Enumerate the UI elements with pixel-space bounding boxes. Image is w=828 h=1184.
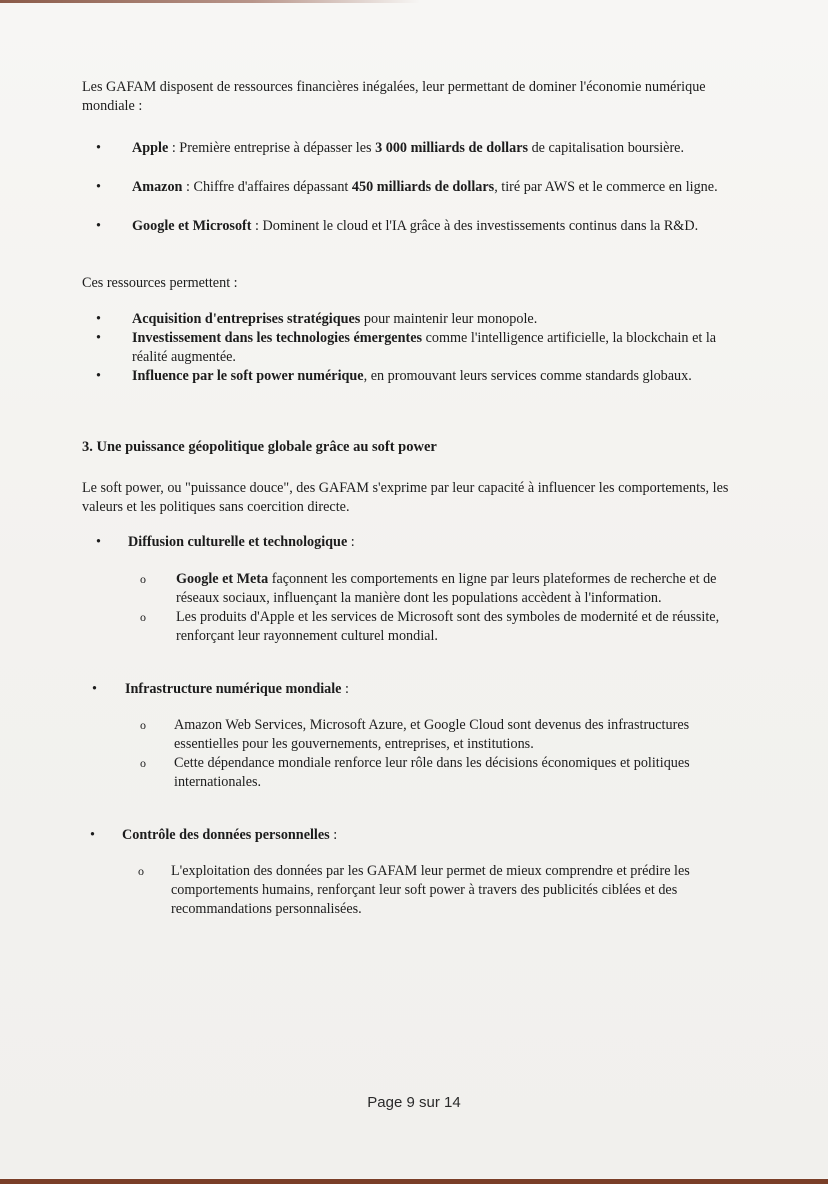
- section-intro: Le soft power, ou "puissance douce", des GAFAM s'exprime par leur capacité à influencer les comportements, les valeurs et les politiques sans coercition directe.: [82, 480, 729, 515]
- circle-bullet-icon: o: [138, 864, 144, 878]
- bullet-icon: •: [96, 368, 101, 384]
- page-content: [82, 78, 747, 919]
- circle-bullet-icon: o: [140, 610, 146, 624]
- sub-list-item: o Google et Meta façonnent les comportements en ligne par leurs plateformes de recherche et de réseaux sociaux, influençant la manière dont les populations accèdent à l'information.: [140, 571, 717, 606]
- group-digital-infrastructure: [82, 680, 747, 792]
- bullet-icon: •: [96, 311, 101, 327]
- circle-bullet-icon: o: [140, 756, 146, 770]
- bullet-icon: •: [96, 140, 101, 156]
- sub-list: [82, 716, 747, 792]
- enables-list: [82, 310, 747, 386]
- group-cultural-diffusion: [82, 533, 747, 646]
- company-name: Apple: [132, 140, 169, 156]
- sub-list-item: o L'exploitation des données par les GAFAM leur permet de mieux comprendre et prédire les comportements humains, renforçant leur soft power à travers des publicités ciblées et des recommandations personnalisées.: [138, 863, 690, 917]
- list-item-google-microsoft: • Google et Microsoft : Dominent le cloud et l'IA grâce à des investissements continus dans la R&D.: [96, 218, 699, 234]
- bullet-icon: •: [96, 330, 101, 346]
- page-number-footer: Page 9 sur 14: [367, 1094, 461, 1111]
- list-item-amazon: • Amazon : Chiffre d'affaires dépassant 450 milliards de dollars, tiré par AWS et le commerce en ligne.: [96, 179, 718, 195]
- bullet-icon: •: [90, 827, 95, 843]
- resources-intro: Ces ressources permettent :: [82, 275, 238, 291]
- company-name: Amazon: [132, 179, 183, 195]
- list-item-apple: • Apple : Première entreprise à dépasser les 3 000 milliards de dollars de capitalisation boursière.: [96, 140, 685, 156]
- group-personal-data: [82, 826, 747, 919]
- page-bottom-edge: [0, 1179, 828, 1184]
- section-heading: 3. Une puissance géopolitique globale grâce au soft power: [82, 439, 437, 455]
- list-item-investment: • Investissement dans les technologies émergentes comme l'intelligence artificielle, la blockchain et la réalité augmentée.: [96, 330, 717, 365]
- bullet-icon: •: [92, 681, 97, 697]
- sub-list: [82, 862, 747, 919]
- list-item-acquisition: • Acquisition d'entreprises stratégiques pour maintenir leur monopole.: [96, 311, 538, 327]
- resources-list: [82, 139, 747, 236]
- circle-bullet-icon: o: [140, 572, 146, 586]
- sub-list-item: o Les produits d'Apple et les services de Microsoft sont des symboles de modernité et de réussite, renforçant leur rayonnement culturel mondial.: [140, 609, 720, 644]
- bullet-icon: •: [96, 218, 101, 234]
- sub-list: [82, 570, 747, 646]
- sub-list-item: o Cette dépendance mondiale renforce leur rôle dans les décisions économiques et politiques internationales.: [140, 755, 690, 790]
- group-title: • Diffusion culturelle et technologique :: [96, 534, 355, 550]
- list-item-influence: • Influence par le soft power numérique, en promouvant leurs services comme standards globaux.: [96, 368, 692, 384]
- bullet-icon: •: [96, 534, 101, 550]
- circle-bullet-icon: o: [140, 718, 146, 732]
- group-title: • Contrôle des données personnelles :: [90, 827, 338, 843]
- bullet-icon: •: [96, 179, 101, 195]
- page-top-edge: [0, 0, 420, 3]
- group-title: • Infrastructure numérique mondiale :: [92, 681, 349, 697]
- company-name: Google et Microsoft: [132, 218, 252, 234]
- intro-paragraph: Les GAFAM disposent de ressources financières inégalées, leur permettant de dominer l'économie numérique mondiale :: [82, 79, 706, 114]
- sub-list-item: o Amazon Web Services, Microsoft Azure, et Google Cloud sont devenus des infrastructures essentielles pour les gouvernements, entreprises, et institutions.: [140, 717, 690, 752]
